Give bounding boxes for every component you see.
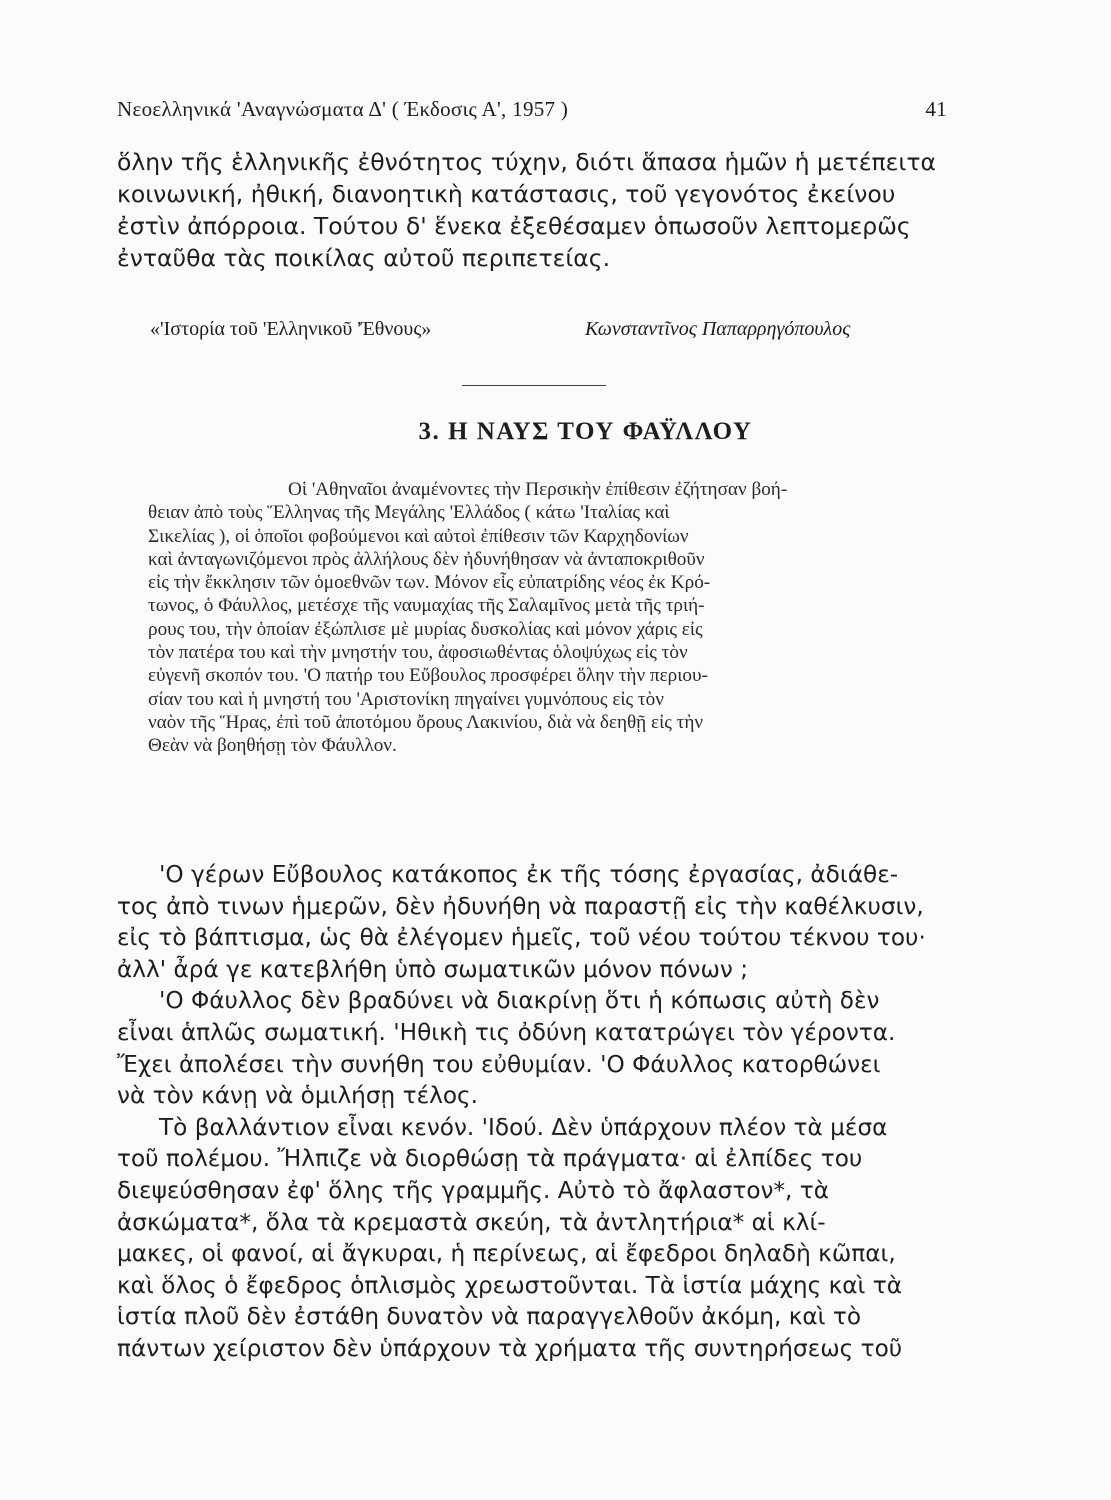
body-line: εἶναι ἁπλῶς σωματική. 'Ηθικὴ τις ὀδύνη κατατρώγει τὸν γέροντα. bbox=[117, 1018, 896, 1046]
body-text bbox=[117, 859, 957, 1365]
summary-line: εὐγενῆ σκοπόν του. 'Ο πατήρ του Εὔβουλος προσφέρει ὅλην τὴν περιου- bbox=[148, 665, 708, 687]
section-heading: 3. Η ΝΑΥΣ ΤΟΥ ΦΑΫΛΛΟΥ bbox=[418, 418, 753, 445]
citation-source: «'Ιστορία τοῦ 'Ελληνικοῦ 'Έθνους» bbox=[150, 318, 432, 340]
summary-line: τωνος, ὁ Φάυλλος, μετέσχε τῆς ναυμαχίας τῆς Σαλαμῖνος μετὰ τῆς τριή- bbox=[148, 595, 705, 617]
body-line: ἱστία πλοῦ δὲν ἐστάθη δυνατὸν νὰ παραγγελθοῦν ἀκόμη, καὶ τὸ bbox=[117, 1303, 862, 1331]
summary-line: Οἱ 'Αθηναῖοι ἀναμένοντες τὴν Περσικὴν ἐπίθεσιν ἐζήτησαν βοή- bbox=[288, 479, 788, 500]
body-line: διεψεύσθησαν ἐφ' ὅλης τῆς γραμμῆς. Αὐτὸ τὸ ἄφλαστον*, τὰ bbox=[117, 1176, 830, 1204]
summary-line: ρους του, τὴν ὁποίαν ἐξώπλισε μὲ μυρίας δυσκολίας καὶ μόνον χάρις εἰς bbox=[148, 618, 703, 640]
body-line: ἀσκώματα*, ὅλα τὰ κρεμαστὰ σκεύη, τὰ ἀντλητήρια* αἱ κλί- bbox=[117, 1208, 826, 1236]
summary-line: Σικελίας ), οἱ ὁποῖοι φοβούμενοι καὶ αὐτοὶ ἐπίθεσιν τῶν Καρχηδονίων bbox=[148, 525, 689, 547]
summary-line: Θεὰν νὰ βοηθήσῃ τὸν Φάυλλον. bbox=[148, 735, 397, 757]
summary-line: καὶ ἀνταγωνιζόμενοι πρὸς ἀλλήλους δὲν ἠδυνήθησαν νὰ ἀνταποκριθοῦν bbox=[148, 548, 705, 570]
running-head-title: Νεοελληνικά 'Αναγνώσματα Δ' ( Έκδοσις Α', 1957 ) bbox=[117, 97, 569, 121]
summary-line: σίαν του καὶ ἡ μνηστή του 'Αριστονίκη πηγαίνει γυμνόπους εἰς τὸν bbox=[148, 688, 664, 710]
section-divider bbox=[462, 385, 606, 386]
body-line: μακες, οἱ φανοί, αἱ ἄγκυραι, ἡ περίνεως, αἱ ἔφεδροι δηλαδὴ κῶπαι, bbox=[117, 1240, 896, 1268]
body-line: 'Ο Φάυλλος δὲν βραδύνει νὰ διακρίνῃ ὅτι ἡ κόπωσις αὐτὴ δὲν bbox=[159, 987, 880, 1015]
running-head bbox=[117, 97, 947, 127]
summary-line: θειαν ἀπὸ τοὺς Ἕλληνας τῆς Μεγάλης 'Ελλάδος ( κάτω 'Ιταλίας καὶ bbox=[148, 502, 670, 524]
page-number: 41 bbox=[925, 97, 947, 121]
intro-paragraph bbox=[117, 146, 952, 274]
body-line: τοῦ πολέμου. Ἤλπιζε νὰ διορθώσῃ τὰ πράγματα· αἱ ἐλπίδες του bbox=[117, 1145, 863, 1173]
intro-line: ὅλην τῆς ἑλληνικῆς ἐθνότητος τύχην, διότι ἅπασα ἡμῶν ἡ μετέπειτα bbox=[117, 148, 936, 176]
intro-line: ἐνταῦθα τὰς ποικίλας αὐτοῦ περιπετείας. bbox=[117, 244, 611, 272]
body-line: 'Ο γέρων Εὔβουλος κατάκοπος ἐκ τῆς τόσης ἐργασίας, ἀδιάθε- bbox=[159, 861, 899, 888]
body-line: εἰς τὸ βάπτισμα, ὡς θὰ ἐλέγομεν ἡμεῖς, τοῦ νέου τούτου τέκνου του· bbox=[117, 924, 926, 952]
summary-line: εἰς τὴν ἔκκλησιν τῶν ὁμοεθνῶν των. Μόνον εἷς εὐπατρίδης νέος ἐκ Κρό- bbox=[148, 572, 711, 594]
summary-line: ναὸν τῆς Ἥρας, ἐπὶ τοῦ ἀποτόμου ὄρους Λακινίου, διὰ νὰ δεηθῇ εἰς τὴν bbox=[148, 711, 704, 733]
intro-line: κοινωνική, ἠθική, διανοητικὴ κατάστασις, τοῦ γεγονότος ἐκείνου bbox=[117, 180, 896, 208]
body-line: καὶ ὅλος ὁ ἔφεδρος ὁπλισμὸς χρεωστοῦνται. Τὰ ἱστία μάχης καὶ τὰ bbox=[117, 1271, 903, 1299]
body-line: Ἔχει ἀπολέσει τὴν συνήθη του εὐθυμίαν. 'Ο Φάυλλος κατορθώνει bbox=[117, 1050, 881, 1078]
citation-author: Κωνσταντῖνος Παπαρρηγόπουλος bbox=[585, 318, 851, 340]
body-line: ἀλλ' ἆρά γε κατεβλήθη ὑπὸ σωματικῶν μόνον πόνων ; bbox=[117, 955, 749, 983]
summary-line: τὸν πατέρα του καὶ τὴν μνηστήν του, ἀφοσιωθέντας ὁλοψύχως εἰς τὸν bbox=[148, 642, 688, 664]
body-line: νὰ τὸν κάνῃ νὰ ὁμιλήσῃ τέλος. bbox=[117, 1082, 479, 1110]
section-summary bbox=[148, 478, 953, 758]
citation bbox=[150, 318, 950, 348]
body-line: πάντων χείριστον δὲν ὑπάρχουν τὰ χρήματα τῆς συντηρήσεως τοῦ bbox=[117, 1334, 903, 1362]
intro-line: ἐστὶν ἀπόρροια. Τούτου δ' ἕνεκα ἐξεθέσαμεν ὁπωσοῦν λεπτομερῶς bbox=[117, 212, 911, 240]
body-line: Τὸ βαλλάντιον εἶναι κενόν. 'Ιδού. Δὲν ὑπάρχουν πλέον τὰ μέσα bbox=[159, 1113, 888, 1141]
body-line: τος ἀπὸ τινων ἡμερῶν, δὲν ἠδυνήθη νὰ παραστῇ εἰς τὴν καθέλκυσιν, bbox=[117, 892, 924, 920]
